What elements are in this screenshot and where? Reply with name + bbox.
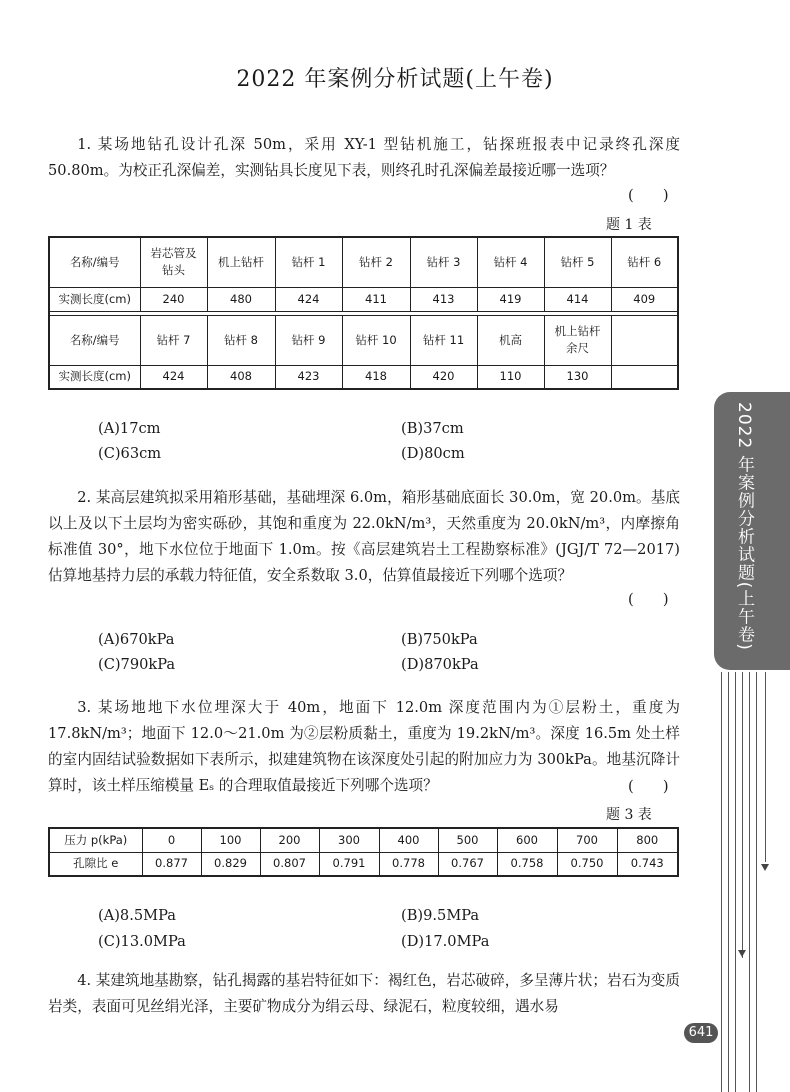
table-cell: 200 <box>260 828 319 852</box>
table-cell: 机上钻杆余尺 <box>544 315 611 365</box>
table-3-caption: 题 3 表 <box>606 807 652 823</box>
table-cell: 钻杆 5 <box>544 237 611 287</box>
down-arrow-icon <box>761 864 769 871</box>
table-cell: 名称/编号 <box>49 315 140 365</box>
table-cell: 压力 p(kPa) <box>49 828 142 852</box>
table-1-caption: 题 1 表 <box>606 217 652 233</box>
table-cell: 400 <box>379 828 438 852</box>
table-cell: 钻杆 11 <box>410 315 477 365</box>
table-3 <box>48 827 679 877</box>
table-cell: 800 <box>617 828 678 852</box>
table-cell <box>611 365 678 389</box>
table-cell: 0.791 <box>319 852 379 876</box>
table-cell: 408 <box>207 365 275 389</box>
table-cell: 418 <box>342 365 410 389</box>
table-1-value-row-2 <box>49 365 678 389</box>
table-cell: 419 <box>477 287 544 311</box>
margin-line <box>756 672 757 1092</box>
question-1-option-b: (B)37cm <box>401 420 464 437</box>
table-cell: 岩芯管及钻头 <box>140 237 207 287</box>
table-3-pressure-row <box>49 828 678 852</box>
table-3-void-ratio-row <box>49 852 678 876</box>
question-2-option-a: (A)670kPa <box>98 631 175 648</box>
table-cell: 414 <box>544 287 611 311</box>
table-cell: 409 <box>611 287 678 311</box>
table-cell: 钻杆 1 <box>275 237 342 287</box>
table-cell: 钻杆 9 <box>275 315 342 365</box>
table-cell: 钻杆 3 <box>410 237 477 287</box>
table-cell: 0.807 <box>260 852 319 876</box>
table-cell <box>611 315 678 365</box>
question-2-option-d: (D)870kPa <box>401 656 479 673</box>
table-cell: 0.758 <box>497 852 557 876</box>
chapter-side-tab-label: 2022 年案例分析试题(上午卷) <box>734 402 754 651</box>
table-cell: 700 <box>557 828 617 852</box>
table-cell: 机上钻杆 <box>207 237 275 287</box>
table-cell: 300 <box>319 828 379 852</box>
question-3-option-a: (A)8.5MPa <box>98 907 176 924</box>
table-cell: 480 <box>207 287 275 311</box>
down-arrow-icon <box>738 950 746 957</box>
margin-line <box>721 672 722 1092</box>
question-2-option-c: (C)790kPa <box>98 656 176 673</box>
table-cell: 孔隙比 e <box>49 852 142 876</box>
table-cell: 240 <box>140 287 207 311</box>
question-1-answer-paren: ( ) <box>628 187 669 204</box>
margin-line <box>765 672 766 862</box>
table-cell: 名称/编号 <box>49 237 140 287</box>
table-cell: 423 <box>275 365 342 389</box>
question-3-answer-paren: ( ) <box>628 778 669 795</box>
table-cell: 424 <box>275 287 342 311</box>
page-title: 2022 年案例分析试题(上午卷) <box>236 67 554 92</box>
table-cell: 实测长度(cm) <box>49 287 140 311</box>
table-cell: 0.750 <box>557 852 617 876</box>
table-1 <box>48 236 679 390</box>
table-cell: 实测长度(cm) <box>49 365 140 389</box>
question-3-option-b: (B)9.5MPa <box>401 907 480 924</box>
table-cell: 0.743 <box>617 852 678 876</box>
question-1-option-d: (D)80cm <box>401 445 465 462</box>
question-4-text: 4. 某建筑地基勘察，钻孔揭露的基岩特征如下：褐红色，岩芯破碎，多呈薄片状；岩石为变质岩类，表面可见丝绢光泽，主要矿物成分为绢云母、绿泥石，粒度较细，遇水易 <box>48 972 680 1015</box>
question-3-option-c: (C)13.0MPa <box>98 933 186 950</box>
table-cell: 钻杆 7 <box>140 315 207 365</box>
question-2-option-b: (B)750kPa <box>401 631 478 648</box>
table-1-value-row-1 <box>49 287 678 311</box>
table-cell: 钻杆 10 <box>342 315 410 365</box>
table-cell: 钻杆 2 <box>342 237 410 287</box>
table-cell: 0 <box>142 828 201 852</box>
table-cell: 机高 <box>477 315 544 365</box>
table-cell: 钻杆 8 <box>207 315 275 365</box>
margin-line <box>742 672 743 958</box>
margin-line <box>735 672 736 1092</box>
table-cell: 110 <box>477 365 544 389</box>
table-cell: 0.877 <box>142 852 201 876</box>
table-cell: 420 <box>410 365 477 389</box>
question-1-text: 1. 某场地钻孔设计孔深 50m，采用 XY-1 型钻机施工，钻探班报表中记录终孔深度 50.80m。为校正孔深偏差，实测钻具长度见下表，则终孔时孔深偏差最接近哪一选项？ <box>48 136 680 179</box>
table-cell: 钻杆 6 <box>611 237 678 287</box>
table-cell: 500 <box>438 828 497 852</box>
question-3-text: 3. 某场地地下水位埋深大于 40m，地面下 12.0m 深度范围内为①层粉土，重度为 17.8kN/m³；地面下 12.0～21.0m 为②层粉质黏土，重度为 19.2kN/m³。深度 16.5m 处土样的室内固结试验数据如下表所示，拟建建筑物在该深度处引起的附加应力为 300kPa。地基沉降计算时，该土样压缩模量 Eₛ 的合理取值最接近下列哪个选项？ <box>48 699 680 794</box>
question-1-option-c: (C)63cm <box>98 445 162 462</box>
table-cell: 411 <box>342 287 410 311</box>
table-cell: 0.778 <box>379 852 438 876</box>
page-number: 641 <box>684 1023 718 1043</box>
table-cell: 130 <box>544 365 611 389</box>
table-1-header-row-2 <box>49 315 678 365</box>
question-3-option-d: (D)17.0MPa <box>401 933 490 950</box>
margin-line <box>728 672 729 1092</box>
table-cell: 钻杆 4 <box>477 237 544 287</box>
table-cell: 600 <box>497 828 557 852</box>
table-cell: 0.829 <box>201 852 260 876</box>
table-cell: 100 <box>201 828 260 852</box>
table-cell: 0.767 <box>438 852 497 876</box>
table-1-header-row-1 <box>49 237 678 287</box>
question-2-answer-paren: ( ) <box>628 591 669 608</box>
margin-line <box>749 672 750 1092</box>
question-2-text: 2. 某高层建筑拟采用箱形基础，基础埋深 6.0m，箱形基础底面长 30.0m，宽 20.0m。基底以上及以下土层均为密实砾砂，其饱和重度为 22.0kN/m³，天然重度为 20.0kN/m³，内摩擦角标准值 30°，地下水位位于地面下 1.0m。按《高层建筑岩土工程勘察标准》(JGJ/T 72—2017)估算地基持力层的承载力特征值，安全系数取 3.0，估算值最接近下列哪个选项？ <box>48 489 680 584</box>
table-cell: 413 <box>410 287 477 311</box>
question-1-option-a: (A)17cm <box>98 420 161 437</box>
table-cell: 424 <box>140 365 207 389</box>
